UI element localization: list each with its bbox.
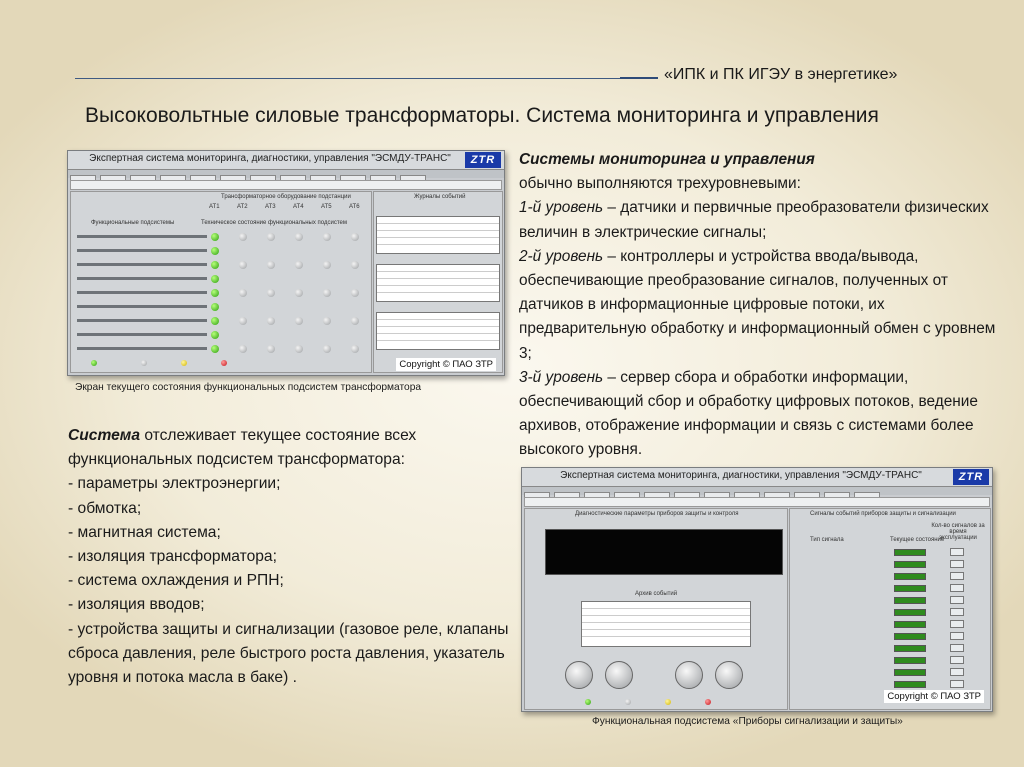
status-indicator [211, 317, 219, 325]
status-indicator [211, 289, 219, 297]
subsystem-item: - изоляция трансформатора; [68, 548, 277, 566]
slide-title: Высоковольтные силовые трансформаторы. Система мониторинга и управления [85, 104, 879, 127]
journal-table[interactable] [376, 216, 500, 254]
column-header: АТ2 [237, 204, 248, 210]
status-indicator [211, 345, 219, 353]
subsystems-panel [70, 191, 372, 373]
header-text: «ИПК и ПК ИГЭУ в энергетике» [664, 66, 898, 83]
level-2-text: – контроллеры и устройства ввода/вывода, обеспечивающие преобразование сигналов, полученных от датчиков в информационные цифровые потоки, их предварительную обработку и информационный обмен с уровнем 3; [519, 247, 996, 362]
status-indicator [211, 331, 219, 339]
subsystem-item: - параметры электроэнергии; [68, 475, 281, 493]
screenshot-subsystems-state [67, 150, 505, 376]
screenshot2-caption: Функциональная подсистема «Приборы сигнализации и защиты» [592, 716, 903, 727]
column-header: АТ5 [321, 204, 332, 210]
window-title: Экспертная система мониторинга, диагностики, управления "ЭСМДУ-ТРАНС" [560, 470, 922, 481]
subsystem-item: - система охлаждения и РПН; [68, 572, 284, 590]
center-heading: Трансформаторное оборудование подстанции [221, 194, 351, 200]
status-indicator [211, 261, 219, 269]
archive-heading: Архив событий [635, 591, 678, 597]
state-heading: Техническое состояние функциональных подсистем [201, 220, 347, 226]
system-label: Система [68, 427, 140, 444]
location-bar [70, 180, 502, 190]
levels-description [519, 148, 999, 463]
status-indicator [211, 275, 219, 283]
level-1-text: – датчики и первичные преобразователи физических величин в электрические сигналы; [519, 199, 989, 241]
subsystem-item: - изоляция вводов; [68, 596, 205, 614]
window-title: Экспертная система мониторинга, диагностики, управления "ЭСМДУ-ТРАНС" [89, 153, 451, 164]
window-titlebar [522, 468, 992, 487]
column-header: АТ1 [209, 204, 220, 210]
level-3-text: – сервер сбора и обработки информации, обеспечивающий сбор и обработку цифровых потоков, ведение архивов, отображение информации и связь с системами более высокого уровня. [519, 368, 978, 459]
selector-knob[interactable] [605, 661, 633, 689]
menu-bar [522, 487, 992, 495]
copyright: Copyright © ПАО ЗТР [884, 690, 984, 703]
subsystem-item: - магнитная система; [68, 523, 221, 541]
signals-panel [789, 508, 991, 710]
journals-panel [373, 191, 503, 373]
subsystems-description [68, 424, 518, 690]
screenshot1-caption: Экран текущего состояния функциональных подсистем трансформатора [75, 382, 422, 393]
col-state: Текущее состояние [890, 537, 945, 543]
status-indicator [211, 247, 219, 255]
screenshot-protection-devices [521, 467, 993, 712]
location-bar [524, 497, 990, 507]
level-1-label: 1-й уровень [519, 199, 604, 217]
subsystems-heading: Функциональные подсистемы [91, 220, 175, 226]
chart-heading: Диагностические параметры приборов защиты и контроля [575, 511, 739, 517]
signals-heading: Сигналы событий приборов защиты и сигнализации [810, 511, 956, 517]
levels-intro: обычно выполняются трехуровневыми: [519, 175, 801, 193]
header-rule [75, 78, 657, 79]
column-header: АТ6 [349, 204, 360, 210]
menu-bar [68, 170, 504, 178]
header-rule-accent [620, 77, 658, 79]
archive-table[interactable] [581, 601, 751, 647]
level-3-label: 3-й уровень [519, 368, 604, 386]
systems-heading: Системы мониторинга и управления [519, 151, 815, 168]
system-intro: отслеживает текущее состояние всех функциональных подсистем трансформатора: [68, 427, 417, 469]
selector-knob[interactable] [565, 661, 593, 689]
subsystem-item: - обмотка; [68, 499, 142, 517]
level-2-label: 2-й уровень [519, 247, 604, 265]
selector-knob[interactable] [675, 661, 703, 689]
column-header: АТ3 [265, 204, 276, 210]
journal-table[interactable] [376, 264, 500, 302]
selector-knob[interactable] [715, 661, 743, 689]
diagnostics-panel [524, 508, 788, 710]
subsystem-item: - устройства защиты и сигнализации (газовое реле, клапаны сброса давления, реле быстрого роста давления, указатель уровня и потока масла в баке) . [68, 620, 509, 687]
col-count: Кол-во сигналов за время эксплуатации [931, 523, 985, 541]
journal-heading: Журналы событий [414, 194, 466, 200]
copyright: Copyright © ПАО ЗТР [396, 358, 496, 371]
ztr-logo: ZTR [953, 469, 989, 485]
trend-chart[interactable] [545, 529, 783, 575]
ztr-logo: ZTR [465, 152, 501, 168]
journal-table[interactable] [376, 312, 500, 350]
status-indicator [211, 233, 219, 241]
status-indicator [211, 303, 219, 311]
column-header: АТ4 [293, 204, 304, 210]
col-type: Тип сигнала [810, 537, 844, 543]
window-titlebar [68, 151, 504, 170]
